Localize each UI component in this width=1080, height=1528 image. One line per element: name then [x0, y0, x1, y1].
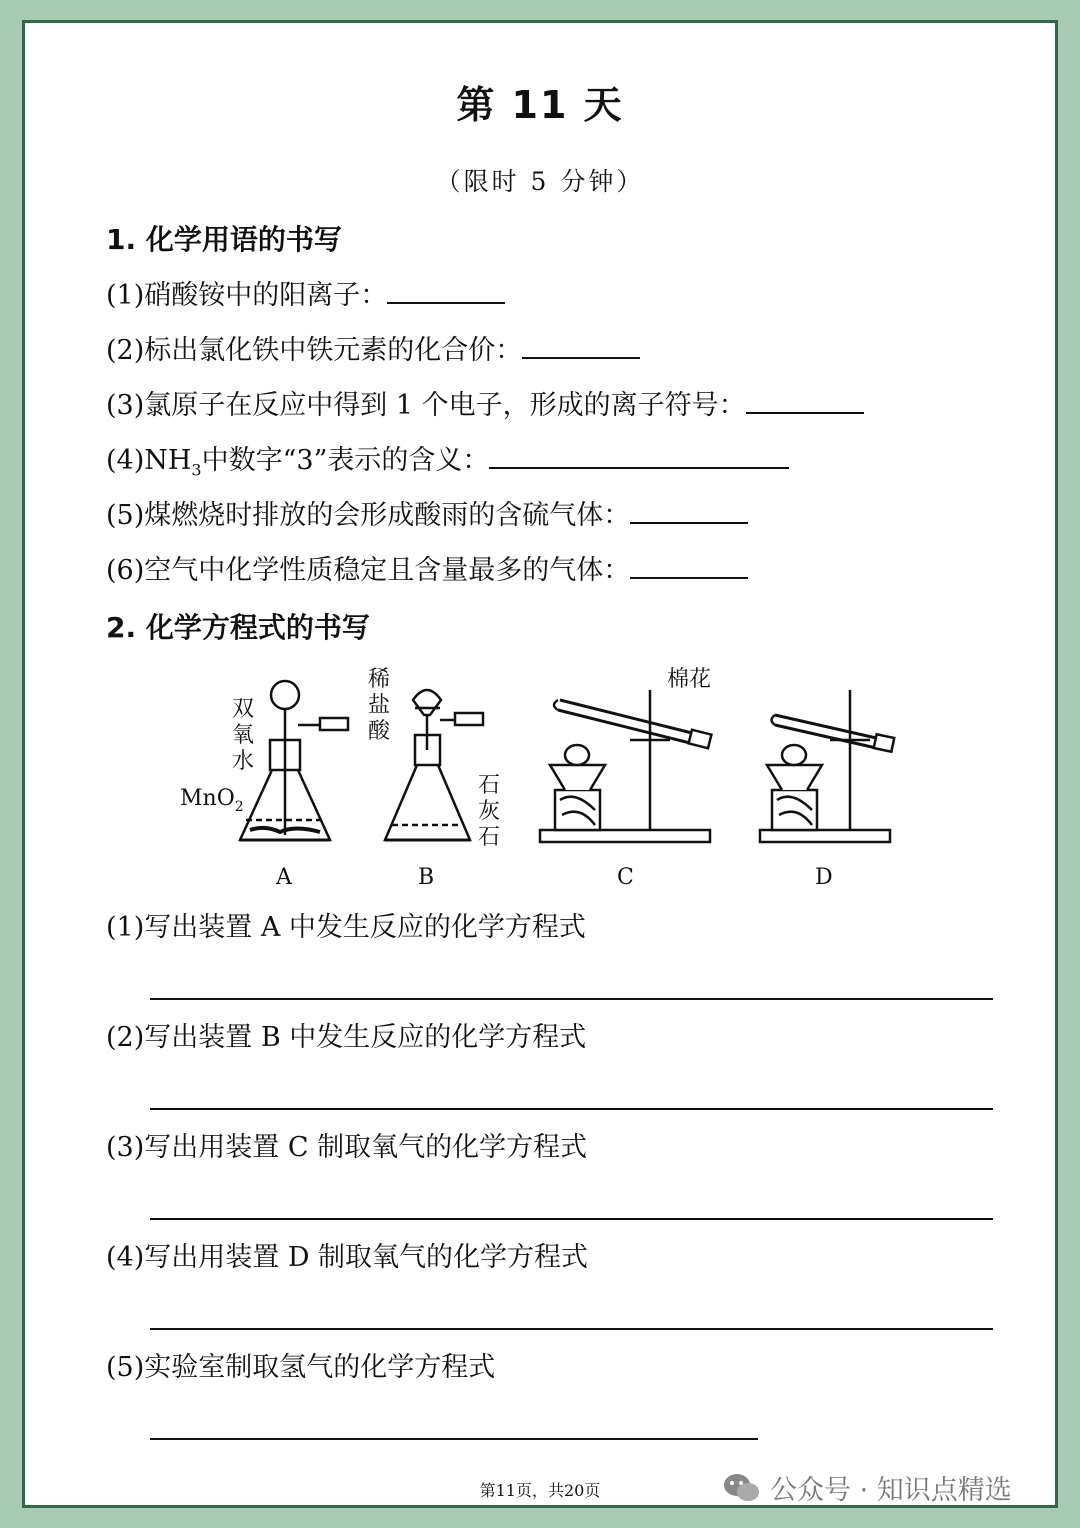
wechat-icon	[722, 1471, 762, 1505]
answer-blank[interactable]	[387, 276, 505, 304]
caption-d: D	[815, 865, 833, 890]
answer-line[interactable]	[150, 1108, 993, 1110]
page-title: 第 11 天	[456, 83, 624, 127]
label-b-2: 盐	[368, 693, 391, 718]
caption-a: A	[276, 865, 292, 890]
apparatus-a	[240, 681, 348, 840]
apparatus-d	[760, 690, 894, 842]
s1-item-6: (6)空气中化学性质稳定且含量最多的气体：	[106, 551, 748, 589]
label-cotton: 棉花	[667, 667, 712, 692]
answer-blank[interactable]	[522, 331, 640, 359]
answer-blank[interactable]	[630, 496, 748, 524]
s2-item-3: (3)写出用装置 C 制取氧气的化学方程式	[106, 1132, 588, 1163]
section-2-heading: 2. 化学方程式的书写	[106, 611, 370, 644]
s1-item-3: (3)氯原子在反应中得到 1 个电子，形成的离子符号：	[106, 386, 864, 424]
watermark-text: 公众号 · 知识点精选	[770, 1475, 1012, 1506]
s2-item-2: (2)写出装置 B 中发生反应的化学方程式	[106, 1022, 587, 1053]
s2-item-4: (4)写出用装置 D 制取氧气的化学方程式	[106, 1242, 589, 1273]
s1-item-1: (1)硝酸铵中的阳离子：	[106, 276, 505, 314]
answer-blank[interactable]	[746, 386, 864, 414]
apparatus-c	[540, 690, 711, 842]
label-a-3: 水	[232, 749, 255, 774]
s2-item-5: (5)实验室制取氢气的化学方程式	[106, 1352, 496, 1383]
label-mno2: MnO$_2$	[180, 786, 244, 815]
s1-item-4: $(4)NH_3$中数字“3”表示的含义：	[106, 441, 789, 488]
apparatus-b	[385, 690, 483, 840]
answer-blank[interactable]	[489, 441, 789, 469]
s2-item-1: (1)写出装置 A 中发生反应的化学方程式	[106, 912, 586, 943]
label-b2-2: 灰	[478, 799, 501, 824]
time-limit: （限时 5 分钟）	[435, 167, 645, 196]
label-a-1: 双	[232, 697, 255, 722]
page-number: 第11页，共20页	[479, 1481, 601, 1500]
caption-c: C	[617, 865, 634, 890]
label-a-2: 氧	[232, 723, 255, 748]
answer-line[interactable]	[150, 1218, 993, 1220]
s1-item-5: (5)煤燃烧时排放的会形成酸雨的含硫气体：	[106, 496, 748, 534]
apparatus-diagram	[170, 660, 930, 900]
answer-line[interactable]	[150, 1438, 758, 1440]
s1-item-2: (2)标出氯化铁中铁元素的化合价：	[106, 331, 640, 369]
label-b2-1: 石	[478, 773, 501, 798]
label-b2-3: 石	[478, 825, 501, 850]
watermark	[722, 1468, 1012, 1507]
answer-line[interactable]	[150, 1328, 993, 1330]
section-1-heading: 1. 化学用语的书写	[106, 223, 342, 256]
answer-blank[interactable]	[630, 551, 748, 579]
caption-b: B	[418, 865, 435, 890]
answer-line[interactable]	[150, 998, 993, 1000]
label-b-1: 稀	[368, 667, 391, 692]
label-b-3: 酸	[368, 719, 391, 744]
